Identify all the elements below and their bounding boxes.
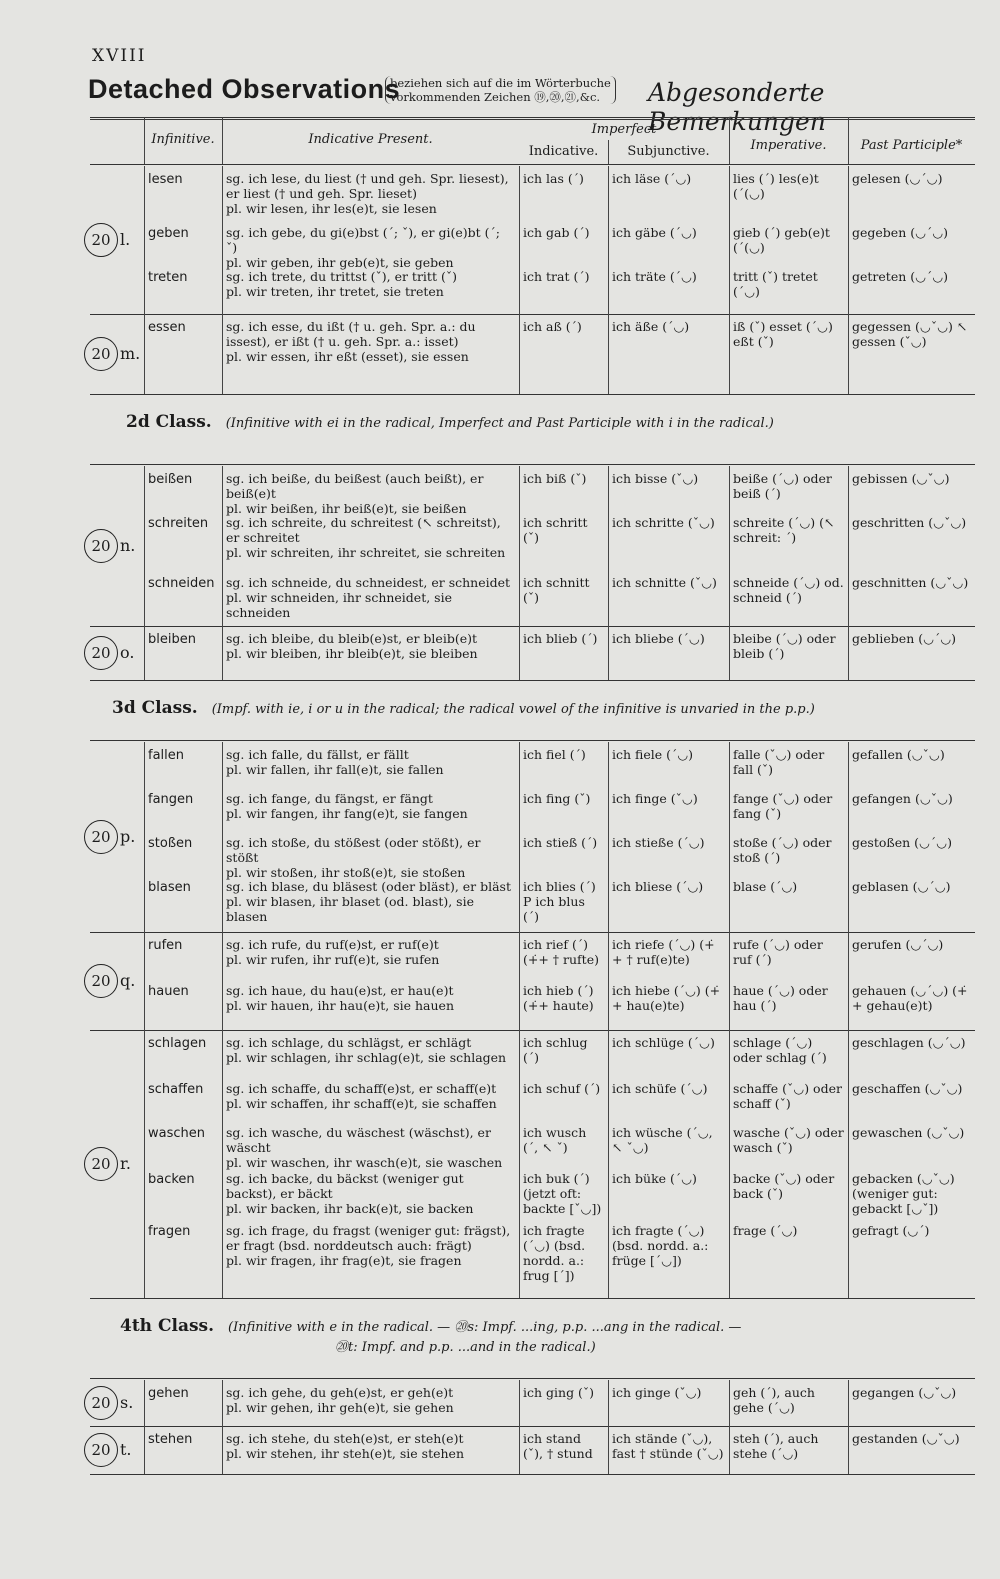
column-divider [144,1426,145,1474]
imperfect-indicative-cell: ich las (ˊ) [523,171,584,186]
class-mark-letter: q. [120,971,136,990]
indicative-present-cell [226,937,515,967]
past-participle-cell: geschnitten (◡ˇ◡) [852,575,969,590]
infinitive-cell: essen [148,320,186,335]
imperfect-subjunctive-cell: ich schnitte (ˇ◡) [612,575,717,590]
column-divider [729,1380,730,1426]
past-participle-cell: gewaschen (◡ˇ◡) [852,1125,965,1140]
class-mark-letter: l. [120,230,131,249]
class-mark-circle: 20 [84,337,118,371]
infinitive-cell: treten [148,270,188,285]
infinitive-cell: schreiten [148,516,209,531]
column-divider [222,166,223,314]
imperfect-indicative-cell: ich wusch (ˊ, ↖ ˇ) [523,1125,587,1155]
imperfect-indicative-cell: ich blies (ˊ) P ich blus (ˊ) [523,879,596,924]
imperfect-indicative-cell: ich stieß (ˊ) [523,835,598,850]
imperative-cell: frage (ˊ◡) [733,1223,798,1238]
imperfect-subjunctive-cell: ich schlüge (ˊ◡) [612,1035,715,1050]
plural-forms: pl. wir fangen, ihr fang(e)t, sie fangen [226,806,468,821]
imperfect-indicative-cell: ich rief (ˊ) (+̇+ † rufte) [523,937,599,967]
imperative-cell: schneide (ˊ◡) od. schneid (ˊ) [733,575,844,605]
imperative-cell: blase (ˊ◡) [733,879,798,894]
column-divider [848,117,849,164]
imperfect-indicative-cell: ich schnitt (ˇ) [523,575,590,605]
past-participle-cell: gestoßen (◡ˊ◡) [852,835,952,850]
plural-forms: pl. wir gehen, ihr geh(e)t, sie gehen [226,1400,454,1415]
column-divider [608,626,609,680]
class-mark-letter: n. [120,536,136,555]
column-divider [608,140,609,164]
class-4-heading [120,1316,970,1355]
plural-forms: pl. wir backen, ihr back(e)t, sie backen [226,1201,474,1216]
horizontal-rule [90,740,975,741]
column-divider [729,1030,730,1298]
column-divider [519,1380,520,1426]
column-divider [608,1030,609,1298]
column-divider [729,117,730,164]
infinitive-cell: backen [148,1172,195,1187]
column-divider [608,314,609,394]
indicative-present-cell [226,747,515,777]
column-divider [144,742,145,932]
class-mark-circle: 20 [84,636,118,670]
plural-forms: pl. wir fallen, ihr fall(e)t, sie fallen [226,762,444,777]
infinitive-cell: fragen [148,1224,191,1239]
column-divider [144,1380,145,1426]
imperative-cell: schaffe (ˇ◡) oder schaff (ˇ) [733,1081,842,1111]
singular-forms: sg. ich rufe, du ruf(e)st, er ruf(e)t [226,937,439,952]
class-4-description-line-1: (Infinitive with e in the radical. — ⑳s: Impf. ...ing, p.p. ...ang in the radical. — [228,1320,742,1335]
imperfect-subjunctive-cell: ich hiebe (ˊ◡) (+̇+ hau(e)te) [612,983,721,1013]
column-divider [222,932,223,1030]
indicative-present-cell [226,1171,515,1216]
class-mark-letter: o. [120,643,135,662]
imperfect-indicative-cell: ich ging (ˇ) [523,1385,595,1400]
imperfect-subjunctive-cell: ich läse (ˊ◡) [612,171,692,186]
column-divider [144,932,145,1030]
singular-forms: sg. ich esse, du ißt († u. geh. Spr. a.: du issest), er ißt († u. geh. Spr. a.: isset) [226,319,476,349]
past-participle-cell: gefangen (◡ˇ◡) [852,791,953,806]
imperfect-indicative-cell: ich buk (ˊ) (jetzt oft: backte [ˇ◡]) [523,1171,602,1216]
imperative-cell: bleibe (ˊ◡) oder bleib (ˊ) [733,631,836,661]
imperfect-indicative-cell: ich trat (ˊ) [523,269,590,284]
imperative-cell: schlage (ˊ◡) oder schlag (ˊ) [733,1035,827,1065]
column-divider [848,466,849,626]
column-divider [222,626,223,680]
column-divider [848,1426,849,1474]
indicative-present-cell [226,835,515,880]
imperfect-indicative-cell: ich gab (ˊ) [523,225,590,240]
past-participle-cell: geblieben (◡ˊ◡) [852,631,957,646]
column-divider [848,1380,849,1426]
column-divider [519,1426,520,1474]
singular-forms: sg. ich wasche, du wäschest (wäschst), er wäscht [226,1125,491,1155]
indicative-present-cell [226,1035,515,1065]
singular-forms: sg. ich schreite, du schreitest (↖ schreitst), er schreitet [226,515,501,545]
infinitive-cell: geben [148,226,189,241]
past-participle-cell: geschaffen (◡ˇ◡) [852,1081,963,1096]
column-divider [848,742,849,932]
column-divider [519,932,520,1030]
imperative-cell: wasche (ˇ◡) oder wasch (ˇ) [733,1125,844,1155]
infinitive-cell: bleiben [148,632,196,647]
past-participle-cell: gestanden (◡ˇ◡) [852,1431,960,1446]
indicative-present-cell [226,1125,515,1170]
column-divider [729,466,730,626]
indicative-present-cell [226,879,515,924]
plural-forms: pl. wir treten, ihr tretet, sie treten [226,284,444,299]
indicative-present-cell [226,1431,515,1461]
column-divider [729,932,730,1030]
imperfect-subjunctive-cell: ich stände (ˇ◡), fast † stünde (ˇ◡) [612,1431,724,1461]
past-participle-cell: geblasen (◡ˊ◡) [852,879,951,894]
column-divider [729,1426,730,1474]
imperfect-indicative-cell: ich hieb (ˊ) (+̇+ haute) [523,983,594,1013]
plural-forms: pl. wir lesen, ihr les(e)t, sie lesen [226,201,437,216]
indicative-present-cell [226,1081,515,1111]
indicative-present-cell [226,171,515,216]
class-mark-letter: t. [120,1440,132,1459]
class-4-title: 4th Class. [120,1316,215,1336]
singular-forms: sg. ich schaffe, du schaff(e)st, er schaff(e)t [226,1081,497,1096]
horizontal-rule [90,1298,975,1299]
singular-forms: sg. ich blase, du bläsest (oder bläst), er bläst [226,879,511,894]
column-header-imperfect-subjunctive: Subjunctive. [627,144,710,159]
infinitive-cell: beißen [148,472,193,487]
plural-forms: pl. wir schlagen, ihr schlag(e)t, sie schlagen [226,1050,507,1065]
column-divider [729,166,730,314]
imperfect-subjunctive-cell: ich stieße (ˊ◡) [612,835,705,850]
class-mark-circle: 20 [84,820,118,854]
class-mark-circle: 20 [84,1433,118,1467]
title-german: Abgesonderte Bemerkungen [648,78,826,136]
column-divider [608,466,609,626]
past-participle-cell: gebacken (◡ˇ◡) (weniger gut: gebackt [◡ˇ]) [852,1171,955,1216]
imperfect-subjunctive-cell: ich büke (ˊ◡) [612,1171,697,1186]
horizontal-rule [90,394,975,395]
class-2-title: 2d Class. [126,412,212,432]
column-divider [729,742,730,932]
plural-forms: pl. wir schaffen, ihr schaff(e)t, sie schaffen [226,1096,497,1111]
column-divider [519,166,520,314]
imperfect-indicative-cell: ich fing (ˇ) [523,791,591,806]
column-divider [144,117,145,164]
imperfect-indicative-cell: ich schuf (ˊ) [523,1081,601,1096]
past-participle-cell: gelesen (◡ˊ◡) [852,171,943,186]
infinitive-cell: stehen [148,1432,193,1447]
column-divider [144,166,145,314]
horizontal-rule [90,164,975,165]
class-3-heading [112,698,972,718]
indicative-present-cell [226,269,515,299]
infinitive-cell: schlagen [148,1036,207,1051]
column-divider [519,742,520,932]
imperfect-subjunctive-cell: ich finge (ˇ◡) [612,791,698,806]
imperative-cell: geh (ˊ), auch gehe (ˊ◡) [733,1385,815,1415]
indicative-present-cell [226,1385,515,1415]
column-divider [848,314,849,394]
column-divider [222,1030,223,1298]
class-mark-letter: p. [120,827,136,846]
class-mark-circle: 20 [84,223,118,257]
imperative-cell: steh (ˊ), auch stehe (ˊ◡) [733,1431,819,1461]
column-divider [729,314,730,394]
singular-forms: sg. ich gehe, du geh(e)st, er geh(e)t [226,1385,454,1400]
horizontal-rule [90,680,975,681]
class-mark-letter: m. [120,344,141,363]
horizontal-rule [90,1378,975,1379]
column-divider [608,1380,609,1426]
infinitive-cell: fangen [148,792,194,807]
plural-forms: pl. wir waschen, ihr wasch(e)t, sie waschen [226,1155,503,1170]
class-4-description-line-2: ⑳t: Impf. and p.p. ...and in the radical.) [335,1340,596,1355]
imperative-cell: fange (ˇ◡) oder fang (ˇ) [733,791,833,821]
singular-forms: sg. ich haue, du hau(e)st, er hau(e)t [226,983,454,998]
column-divider [222,466,223,626]
infinitive-cell: hauen [148,984,189,999]
imperative-cell: rufe (ˊ◡) oder ruf (ˊ) [733,937,823,967]
singular-forms: sg. ich stoße, du stößest (oder stößt), er stößt [226,835,481,865]
past-participle-cell: gegeben (◡ˊ◡) [852,225,949,240]
column-header-imperfect-indicative: Indicative. [528,144,599,159]
class-mark-circle: 20 [84,964,118,998]
imperfect-subjunctive-cell: ich wüsche (ˊ◡, ↖ ˇ◡) [612,1125,713,1155]
column-divider [222,742,223,932]
indicative-present-cell [226,319,515,364]
plural-forms: pl. wir blasen, ihr blaset (od. blast), sie blasen [226,894,474,924]
plural-forms: pl. wir bleiben, ihr bleib(e)t, sie bleiben [226,646,478,661]
imperfect-indicative-cell: ich aß (ˊ) [523,319,582,334]
singular-forms: sg. ich fange, du fängst, er fängt [226,791,433,806]
column-divider [519,466,520,626]
plural-forms: pl. wir stehen, ihr steh(e)t, sie stehen [226,1446,464,1461]
past-participle-cell: getreten (◡ˊ◡) [852,269,949,284]
plural-forms: pl. wir fragen, ihr frag(e)t, sie fragen [226,1253,462,1268]
past-participle-cell: gebissen (◡ˇ◡) [852,471,950,486]
column-divider [519,626,520,680]
indicative-present-cell [226,471,515,516]
column-divider [222,1426,223,1474]
imperfect-subjunctive-cell: ich riefe (ˊ◡) (+̇+ † ruf(e)te) [612,937,715,967]
imperfect-indicative-cell: ich biß (ˇ) [523,471,587,486]
column-divider [848,932,849,1030]
imperfect-subjunctive-cell: ich bliese (ˊ◡) [612,879,704,894]
singular-forms: sg. ich trete, du trittst (ˇ), er tritt (ˇ) [226,269,457,284]
imperfect-subjunctive-cell: ich schritte (ˇ◡) [612,515,715,530]
title-note-line-2: vorkommenden Zeichen ⑲,⑳,㉑,&c. [390,90,601,104]
plural-forms: pl. wir schneiden, ihr schneidet, sie schneiden [226,590,452,620]
horizontal-rule [90,1474,975,1475]
imperative-cell: iß (ˇ) esset (ˊ◡) eßt (ˇ) [733,319,833,349]
infinitive-cell: rufen [148,938,183,953]
imperfect-subjunctive-cell: ich fragte (ˊ◡) (bsd. nordd. a.: früge [ˊ◡]) [612,1223,709,1268]
past-participle-cell: geschritten (◡ˇ◡) [852,515,967,530]
class-3-description: (Impf. with ie, i or u in the radical; the radical vowel of the infinitive is unvaried in the p.p.) [211,702,815,717]
imperfect-subjunctive-cell: ich bisse (ˇ◡) [612,471,699,486]
imperative-cell: haue (ˊ◡) oder hau (ˊ) [733,983,828,1013]
past-participle-cell: gegangen (◡ˇ◡) [852,1385,957,1400]
imperfect-subjunctive-cell: ich träte (ˊ◡) [612,269,697,284]
infinitive-cell: gehen [148,1386,189,1401]
class-mark-letter: s. [120,1393,134,1412]
past-participle-cell: geschlagen (◡ˊ◡) [852,1035,966,1050]
imperative-cell: stoße (ˊ◡) oder stoß (ˊ) [733,835,832,865]
column-divider [729,626,730,680]
infinitive-cell: blasen [148,880,191,895]
column-divider [222,314,223,394]
imperfect-subjunctive-cell: ich ginge (ˇ◡) [612,1385,702,1400]
column-divider [519,1030,520,1298]
imperfect-indicative-cell: ich fragte (ˊ◡) (bsd. nordd. a.: frug [ˊ]) [523,1223,586,1283]
class-2-description: (Infinitive with ei in the radical, Imperfect and Past Participle with i in the radical.) [225,416,774,431]
column-header-imperative: Imperative. [750,138,827,153]
imperative-cell: tritt (ˇ) tretet (ˊ◡) [733,269,818,299]
singular-forms: sg. ich schlage, du schlägst, er schlägt [226,1035,472,1050]
singular-forms: sg. ich lese, du liest († und geh. Spr. liesest), er liest († und geh. Spr. lieset) [226,171,509,201]
imperfect-indicative-cell: ich schritt (ˇ) [523,515,588,545]
plural-forms: pl. wir essen, ihr eßt (esset), sie essen [226,349,469,364]
column-divider [144,466,145,626]
class-mark-circle: 20 [84,1386,118,1420]
column-divider [222,117,223,164]
column-divider [144,314,145,394]
indicative-present-cell [226,515,515,560]
plural-forms: pl. wir rufen, ihr ruf(e)t, sie rufen [226,952,440,967]
title-note [385,76,616,104]
indicative-present-cell [226,225,515,270]
title-note-line-1: beziehen sich auf die im Wörterbuche [390,76,611,90]
singular-forms: sg. ich backe, du bäckst (weniger gut backst), er bäckt [226,1171,464,1201]
imperative-cell: gieb (ˊ) geb(e)t (ˊ(◡) [733,225,830,255]
past-participle-cell: gerufen (◡ˊ◡) [852,937,944,952]
imperfect-subjunctive-cell: ich gäbe (ˊ◡) [612,225,697,240]
imperfect-indicative-cell: ich schlug (ˊ) [523,1035,588,1065]
imperfect-subjunctive-cell: ich fiele (ˊ◡) [612,747,694,762]
plural-forms: pl. wir hauen, ihr hau(e)t, sie hauen [226,998,454,1013]
column-header-indicative-present: Indicative Present. [308,132,433,147]
column-divider [144,1030,145,1298]
column-divider [608,166,609,314]
imperative-cell: backe (ˇ◡) oder back (ˇ) [733,1171,835,1201]
column-divider [848,166,849,314]
column-divider [519,314,520,394]
column-divider [608,1426,609,1474]
class-2-heading [126,412,976,432]
past-participle-cell: gehauen (◡ˊ◡) (+̇+ gehau(e)t) [852,983,968,1013]
imperfect-indicative-cell: ich stand (ˇ), † stund [523,1431,593,1461]
infinitive-cell: stoßen [148,836,193,851]
infinitive-cell: waschen [148,1126,205,1141]
imperative-cell: falle (ˇ◡) oder fall (ˇ) [733,747,825,777]
indicative-present-cell [226,983,515,1013]
column-divider [608,932,609,1030]
column-header-imperfect: Imperfect [591,122,657,137]
singular-forms: sg. ich gebe, du gi(e)bst (ˊ; ˇ), er gi(e)bt (ˊ; ˇ) [226,225,500,255]
infinitive-cell: fallen [148,748,185,763]
imperfect-subjunctive-cell: ich bliebe (ˊ◡) [612,631,705,646]
column-divider [848,626,849,680]
plural-forms: pl. wir schreiten, ihr schreitet, sie schreiten [226,545,506,560]
singular-forms: sg. ich beiße, du beißest (auch beißt), er beiß(e)t [226,471,484,501]
column-divider [222,1380,223,1426]
class-mark-letter: r. [120,1154,131,1173]
plural-forms: pl. wir beißen, ihr beiß(e)t, sie beißen [226,501,467,516]
column-header-past-participle: Past Participle* [860,138,963,153]
imperfect-indicative-cell: ich blieb (ˊ) [523,631,598,646]
imperfect-subjunctive-cell: ich schüfe (ˊ◡) [612,1081,708,1096]
plural-forms: pl. wir stoßen, ihr stoß(e)t, sie stoßen [226,865,466,880]
imperfect-indicative-cell: ich fiel (ˊ) [523,747,586,762]
imperative-cell: beiße (ˊ◡) oder beiß (ˊ) [733,471,832,501]
imperfect-subjunctive-cell: ich äße (ˊ◡) [612,319,690,334]
infinitive-cell: lesen [148,172,183,187]
past-participle-cell: gefragt (◡ˊ) [852,1223,930,1238]
plural-forms: pl. wir geben, ihr geb(e)t, sie geben [226,255,454,270]
past-participle-cell: gegessen (◡ˇ◡) ↖ gessen (ˇ◡) [852,319,968,349]
indicative-present-cell [226,791,515,821]
class-mark-circle: 20 [84,529,118,563]
singular-forms: sg. ich stehe, du steh(e)st, er steh(e)t [226,1431,464,1446]
singular-forms: sg. ich bleibe, du bleib(e)st, er bleib(e)t [226,631,478,646]
horizontal-rule [90,464,975,465]
past-participle-cell: gefallen (◡ˇ◡) [852,747,945,762]
infinitive-cell: schneiden [148,576,215,591]
imperative-cell: schreite (ˊ◡) (↖ schreit: ˊ) [733,515,835,545]
page-number: XVIII [92,46,147,66]
column-divider [848,1030,849,1298]
singular-forms: sg. ich falle, du fällst, er fällt [226,747,409,762]
imperative-cell: lies (ˊ) les(e)t (ˊ(◡) [733,171,819,201]
indicative-present-cell [226,631,515,661]
indicative-present-cell [226,1223,515,1268]
singular-forms: sg. ich frage, du fragst (weniger gut: frägst), er fragt (bsd. norddeutsch auch: frägt) [226,1223,511,1253]
class-3-title: 3d Class. [112,698,198,718]
class-mark-circle: 20 [84,1147,118,1181]
column-divider [608,742,609,932]
column-divider [144,626,145,680]
indicative-present-cell [226,575,515,620]
singular-forms: sg. ich schneide, du schneidest, er schneidet [226,575,511,590]
title-english: Detached Observations [88,74,401,104]
column-header-infinitive: Infinitive. [151,132,215,147]
infinitive-cell: schaffen [148,1082,204,1097]
